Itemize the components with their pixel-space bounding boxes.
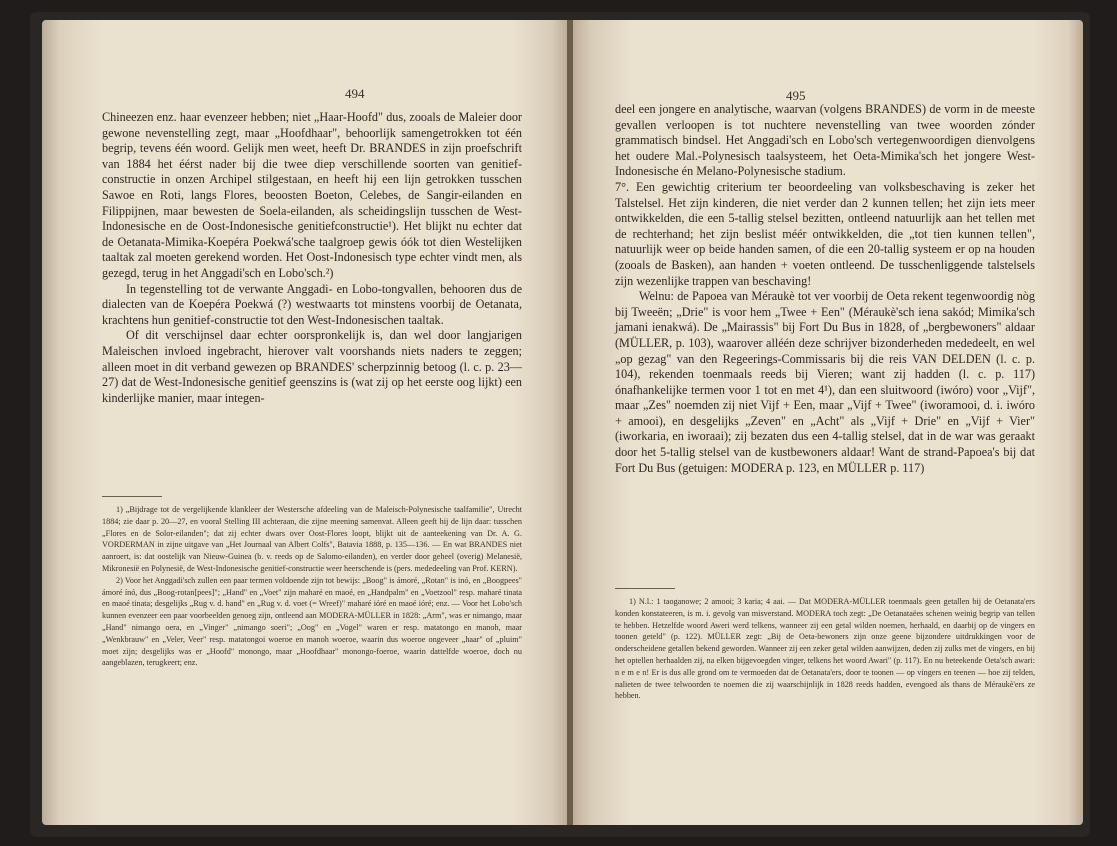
footnote: 1) „Bijdrage tot de vergelijkende klankleer der Westersche afdeeling van de Maleisch-Polynesische taalfamilie", Utrecht 1884; zie daar p. 20—27, en vooral Stelling III achteraan, die zijne meening samenvat. Alleen geeft hij de lijn daar: tusschen „Flores en de Solor-eilanden"; dat zij echter dwars over Oost-Flores loopt, blijkt uit de aanteekening van Dr. A. G. VORDERMAN in zijne uitgave van „Het Journaal van Albert Colfs", Batavia 1888, p. 135—136. — En wat BRANDES niet aanroert, is: dat oostelijk van Nieuw-Guinea (b. v. reeds op de Salomo-eilanden), en verder door geheel (overig) Melanesië, Mikronesië en Polynesië, de West-Indonesische genitief-constructie weer heerschende is (pers. mededeeling van Prof. KERN). — [102, 505, 522, 573]
paragraph: deel een jongere en analytische, waarvan (volgens BRANDES) de vorm in de meeste gevallen verloopen is tot nuchtere nevenstelling van twee woorden zónder grammatisch bindsel. Het Anggadi'sch en Lobo'sch vertegenwoordigen dienvolgens het oudere Mal.-Polynesisch taalsysteem, het Oeta-Mimika'sch het jongere West-Indonesische én Melano-Polynesische stadium. — [615, 102, 1035, 179]
left-body-text — [102, 110, 522, 406]
paragraph: In tegenstelling tot de verwante Anggadi- en Lobo-tongvallen, behooren dus de dialecten van de Koepéra Poekwá (?) westwaarts tot minstens voorbij de Oetanata, krachtens hun genitief-constructie tot den West-Indonesischen taaltak. — [102, 281, 522, 327]
left-footnotes — [102, 504, 522, 669]
footnote: 1) N.l.: 1 taoganowe; 2 amooi; 3 karia; 4 aai. — Dat MODERA-MÜLLER toenmaals geen getallen bij de Oetanata'ers konden konstateeren, is m. i. gevolg van misverstand. MODERA toch zegt: „De Oetanataëes schenen weinig begrip van tellen te hebben. Hetzelfde woord Aweri werd telkens, wanneer zij een getal wilden noemen, herhaald, en daarbij op de vingers en toonen geteld" (p. 122). MÜLLER zegt: „Bij de Oeta-bewoners zijn onze geene bijzondere uitdrukkingen voor de onderscheidene getallen bekend geworden. Wanneer zij een zeker getal wilden aanwijzen, deden zij zulks met de vingers, en bij het optellen herhaalden zij, na elken bijgevoegden vinger, telkens het woord Awari" (p. 117). En nu beteekende Oeta'sch awari: n e m e n! Er is dus alle grond om te vermoeden dat de Oetanata'ers, door te toonen — op vingers en teenen — hoe zij telden, nalieten de twee telwoorden te noemen die zij waarschijnlijk in 1828 reeds hadden, evengoed als thans de Méraukè'ers ze hebben. — [615, 597, 1035, 701]
right-page — [573, 20, 1083, 825]
right-body-text — [615, 102, 1035, 476]
right-footnotes — [615, 596, 1035, 702]
left-page — [42, 20, 567, 825]
paragraph: Chineezen enz. haar evenzeer hebben; niet „Haar-Hoofd" dus, zooals de Maleier door gewone nevenstelling zegt, maar „Hoofdhaar", behoorlijk samengetrokken tot één begrip, tevens één woord. Gelijk men weet, heeft Dr. BRANDES in zijn proefschrift van 1884 het éérst nader bij die twee diep verschillende soorten van genitief-constructie in onzen Archipel stilgestaan, en heeft hij een lijn getrokken tusschen Sawoe en Roti, langs Flores, beoosten Boeton, Celebes, de Sangir-eilanden en Filippijnen, maar bewesten de Soela-eilanden, als scheidingslijn tusschen de West-Indonesische en de Oost-Indonesische genitiefconstructie¹). Het blijkt nu echter dat de Oetanata-Mimika-Koepéra Poekwá'sche taalgroep gewis óók tot dien Westelijken taaltak zal moeten gerekend worden. Het Oost-Indonesisch type echter vindt men, als gezegd, terug in het Anggadi'sch en Lobo'sch.²) — [102, 110, 522, 280]
paragraph: 7°. Een gewichtig criterium ter beoordeeling van volksbeschaving is zeker het Talstelsel. Het zijn kinderen, die niet verder dan 2 kunnen tellen; het zijn iets meer ontwikkelden, die een 5-tallig stelsel bezitten, ontleend natuurlijk aan het tellen met de rechterhand; het zijn beslist méér ontwikkelden, die „tot tien kunnen tellen", natuurlijk weer op beide handen samen, of die een 20-tallig systeem er op na houden (zooals de Basken), aan handen + voeten ontleend. De tusschenliggende talstelsels zijn wezenlijke trappen van beschaving! — [615, 179, 1035, 288]
open-book — [30, 12, 1090, 837]
paragraph: Welnu: de Papoea van Méraukè tot ver voorbij de Oeta rekent tegenwoordig nòg bij Tweeën; „Drie" is voor hem „Twee + Een" (Méraukè'sch iena sakód; Mimika'sch jamani ienakwá). De „Mairassis" bij Fort Du Bus in 1828, of „bergbewoners" aldaar (MÜLLER, p. 103), waarover alléén deze schrijver bizonderheden mededeelt, en wel „op gezag" van den Regeerings-Commissaris bij die reis VAN DELDEN (l. c. p. 104), rekenden toenmaals reeds bij Vieren; want zij hadden (l. c. p. 117) ónafhankelijke termen voor 1 tot en met 4¹), dan een sluitwoord (iwóro) voor „Vijf", maar „Zes" noemden zij niet Vijf + Een, maar „Vijf + Twee" (iworamooi, d. i. iwóro + amooi), en desgelijks „Zeven" en „Acht" als „Vijf + Drie" en „Vijf + Vier" (iworkaria, en iworaai); zij bezaten dus een 4-tallig stelsel, dat in de war was geraakt door het 5-tallig stelsel van de kustbewoners aldaar! Want de strand-Papoea's bij dat Fort Du Bus (getuigen: MODERA p. 123, en MÜLLER p. 117) — [615, 289, 1035, 475]
footnote-divider — [615, 588, 675, 589]
page-number-left: 494 — [345, 86, 365, 101]
footnote-divider — [102, 496, 162, 497]
page-number-right: 495 — [786, 88, 806, 103]
footnote: 2) Voor het Anggadi'sch zullen een paar termen voldoende zijn tot bewijs: „Boog" is ámoré, „Rotan" is inó, en „Boogpees" ámoré ínó, dus „Boog-rotan[pees]"; „Hand" en „Voet" zijn maharé en maoé, en „Handpalm" en „Voetzool" resp. maharé tinata en maoé tinata; desgelijks „Rug v. d. hand" en „Rug v. d. voet (= Wreef)" maharé ióré en maoé ióré; enz. — Voor het Lobo'sch kunnen evenzeer een paar voorbeelden genoeg zijn, ontleend aan MODERA-MÜLLER in 1828: „Arm", was er nimango, maar „Hand" nimango oera, en „Vinger" „nimango soeri"; „Oog" en „Vogel" waren er resp. matatongo en manoh, maar „Wenkbrauw" en „Veler, Veer" resp. matatongoi woeroe en manoh woeroe, waarin dus woeroe ongeveer „haar" of „pluim" moet zijn; desgelijks was er „Hoofd" monongo, maar „Hoofdhaar" monongo-foeroe, waarin dattelfde woeroe, doch nu aangeblazen, terugkeert; enz. — [102, 575, 522, 668]
paragraph: Of dit verschijnsel daar echter oorspronkelijk is, dan wel door langjarigen Maleischen invloed ingebracht, hierover valt voorshands niets naders te zeggen; alleen moet in dit verband gewezen op BRANDES' scherpzinnig betoog (l. c. p. 23—27) dat de West-Indonesische genitief geenszins is (wat zij op het eerste oog lijkt) een kinderlijke manier, maar integen- — [102, 328, 522, 405]
